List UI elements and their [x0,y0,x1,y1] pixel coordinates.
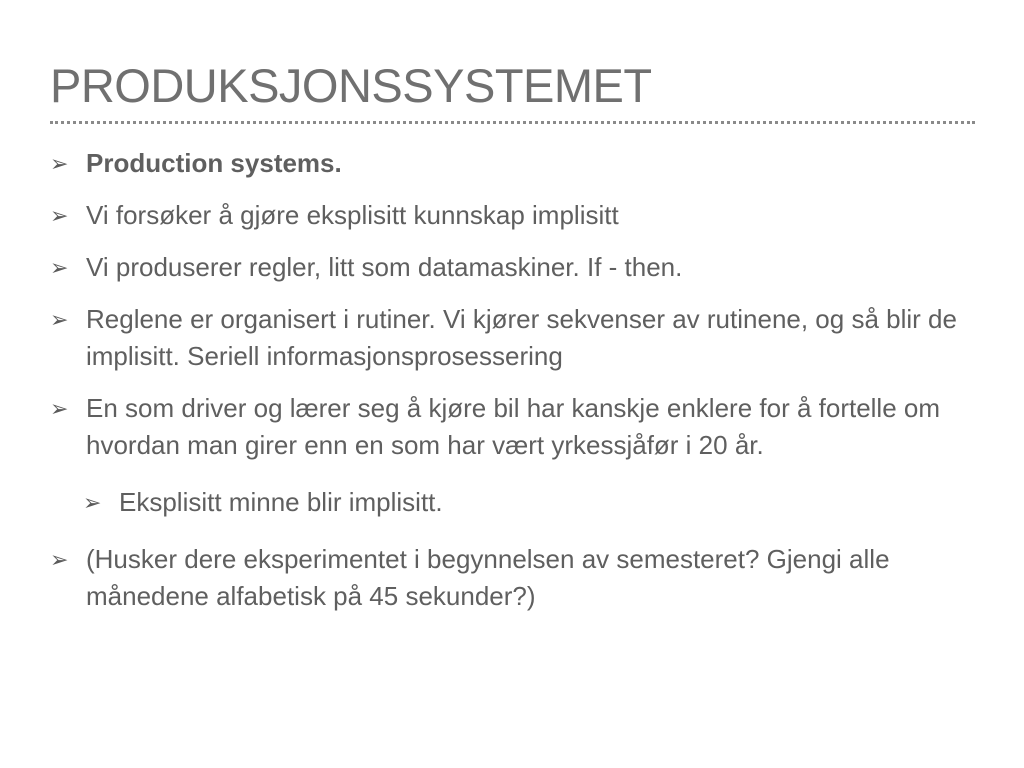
bullet-text: Production systems. [86,148,342,178]
bullet-item [50,249,980,286]
bullet-list [50,145,980,615]
arrow-bullet-icon: ➢ [50,547,69,572]
bullet-text: En som driver og lærer seg å kjøre bil har kanskje enklere for å fortelle om hvordan man girer enn en som har vært yrkessjåfør i 20 år. [86,393,941,460]
sub-bullet-text: Eksplisitt minne blir implisitt. [119,487,443,517]
arrow-bullet-icon: ➢ [83,490,102,515]
arrow-bullet-icon: ➢ [50,255,69,280]
arrow-bullet-icon: ➢ [50,151,69,176]
arrow-bullet-icon: ➢ [50,307,69,332]
bullet-text: Vi produserer regler, litt som datamaskiner. If - then. [86,252,683,282]
arrow-bullet-icon: ➢ [50,396,69,421]
slide-title: PRODUKSJONSSYSTEMET [50,59,652,112]
bullet-item [50,541,980,615]
title-divider [50,121,975,124]
arrow-bullet-icon: ➢ [50,203,69,228]
bullet-item [50,197,980,234]
bullet-text: Vi forsøker å gjøre eksplisitt kunnskap implisitt [86,200,619,230]
bullet-item [50,145,980,182]
bullet-item [50,390,980,464]
sub-bullet-item [50,484,980,521]
bullet-text: Reglene er organisert i rutiner. Vi kjører sekvenser av rutinene, og så blir de implisitt. Seriell informasjonsprosessering [86,304,957,371]
bullet-item [50,301,980,375]
bullet-text: (Husker dere eksperimentet i begynnelsen av semesteret? Gjengi alle månedene alfabetisk på 45 sekunder?) [86,544,890,611]
